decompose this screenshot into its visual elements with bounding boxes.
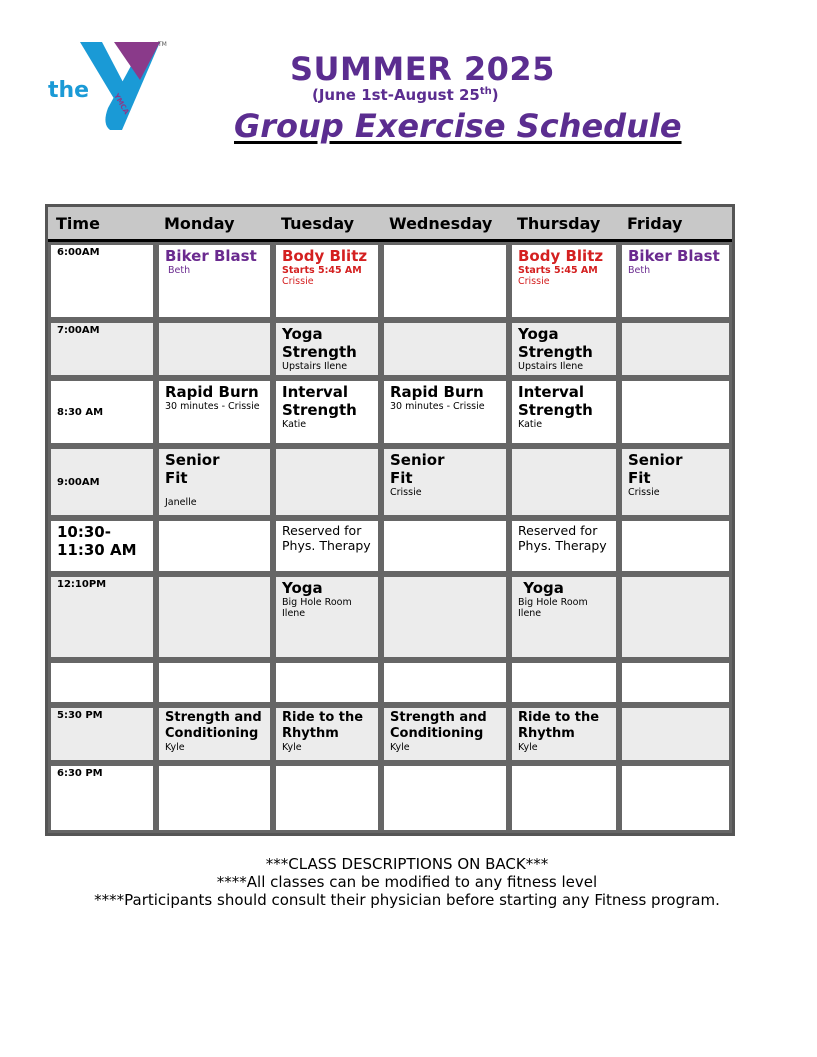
- class-name-line2: Strength: [518, 343, 593, 361]
- class-cell: [156, 242, 273, 320]
- date-range-suffix: th: [479, 86, 492, 97]
- class-cell: [273, 705, 381, 763]
- class-name: Rapid Burn: [165, 383, 259, 401]
- reserved-line2: Phys. Therapy: [518, 538, 607, 553]
- time-end: 11:30 AM: [57, 541, 137, 559]
- class-cell: [273, 320, 381, 378]
- logo-the-text: the: [48, 78, 90, 103]
- class-name: Body Blitz: [282, 247, 368, 265]
- class-cell: [619, 660, 732, 705]
- class-cell: [619, 518, 732, 574]
- class-name-line2: Rhythm: [518, 726, 575, 741]
- class-cell: [156, 446, 273, 518]
- logo-ymca-text: YMCA: [112, 92, 131, 116]
- class-cell: [156, 378, 273, 446]
- class-name: Senior: [628, 451, 683, 469]
- time-cell: 9:00AM: [48, 446, 156, 518]
- class-cell: [156, 705, 273, 763]
- col-header-thursday: Thursday: [509, 207, 619, 242]
- date-range: [312, 86, 499, 104]
- class-cell: [509, 242, 619, 320]
- time-cell: 6:30 PM: [48, 763, 156, 833]
- class-name: Ride to the: [282, 710, 364, 725]
- col-header-monday: Monday: [156, 207, 273, 242]
- class-cell: [619, 705, 732, 763]
- reserved-line1: Reserved for: [518, 523, 598, 538]
- class-cell: [273, 660, 381, 705]
- class-cell: [273, 763, 381, 833]
- class-cell: [381, 705, 509, 763]
- class-cell: [381, 574, 509, 660]
- class-name: Strength and: [390, 710, 487, 725]
- time-start: 10:30-: [57, 523, 111, 541]
- instructor: Katie: [282, 419, 307, 430]
- class-name: Strength and: [165, 710, 262, 725]
- table-row: [48, 378, 732, 446]
- class-note: Starts 5:45 AM: [282, 265, 362, 276]
- time-cell: 12:10PM: [48, 574, 156, 660]
- instructor: Ilene: [518, 608, 542, 619]
- col-header-wednesday: Wednesday: [381, 207, 509, 242]
- time-cell: [48, 660, 156, 705]
- class-name-line2: Rhythm: [282, 726, 339, 741]
- class-name-line2: Fit: [165, 469, 188, 487]
- class-cell: [619, 378, 732, 446]
- class-cell: [381, 446, 509, 518]
- class-note: Big Hole Room: [518, 597, 588, 608]
- class-cell: [509, 378, 619, 446]
- class-name-line2: Conditioning: [165, 726, 259, 741]
- class-cell: [156, 660, 273, 705]
- instructor: Upstairs Ilene: [518, 361, 584, 372]
- class-cell: [381, 242, 509, 320]
- date-range-start: (June 1st-August 25: [312, 86, 480, 104]
- class-note: 30 minutes - Crissie: [165, 401, 260, 412]
- class-cell: [156, 574, 273, 660]
- class-cell: [273, 378, 381, 446]
- instructor: Kyle: [390, 742, 410, 753]
- time-cell: 5:30 PM: [48, 705, 156, 763]
- table-row: [48, 242, 732, 320]
- table-row: [48, 446, 732, 518]
- page-title: SUMMER 2025: [290, 50, 555, 88]
- instructor: Crissie: [628, 487, 660, 498]
- time-cell: [48, 518, 156, 574]
- class-name: Biker Blast: [628, 247, 720, 265]
- col-header-friday: Friday: [619, 207, 732, 242]
- class-cell: [381, 320, 509, 378]
- instructor: Katie: [518, 419, 543, 430]
- class-cell: [619, 242, 732, 320]
- col-header-tuesday: Tuesday: [273, 207, 381, 242]
- table-row: [48, 660, 732, 705]
- class-name-line2: Strength: [282, 401, 357, 419]
- class-cell: [381, 763, 509, 833]
- class-cell: [381, 660, 509, 705]
- schedule-table: [45, 204, 735, 836]
- class-cell: [619, 574, 732, 660]
- reserved-line1: Reserved for: [282, 523, 362, 538]
- class-note: Big Hole Room: [282, 597, 352, 608]
- instructor: Kyle: [282, 742, 302, 753]
- class-name-line2: Fit: [390, 469, 413, 487]
- instructor: Beth: [628, 265, 651, 276]
- class-name: Interval: [282, 383, 349, 401]
- class-name: Biker Blast: [165, 247, 257, 265]
- class-cell: [156, 518, 273, 574]
- class-cell: [273, 242, 381, 320]
- class-name: Rapid Burn: [390, 383, 484, 401]
- class-name: Interval: [518, 383, 585, 401]
- class-cell: [156, 763, 273, 833]
- class-cell: [273, 574, 381, 660]
- class-note: Starts 5:45 AM: [518, 265, 598, 276]
- time-cell: 7:00AM: [48, 320, 156, 378]
- class-note: 30 minutes - Crissie: [390, 401, 485, 412]
- instructor: Crissie: [518, 276, 550, 287]
- class-name: Senior: [165, 451, 220, 469]
- class-name: Yoga: [282, 579, 323, 597]
- class-name-line2: Conditioning: [390, 726, 484, 741]
- ymca-logo: [44, 38, 174, 134]
- instructor: Kyle: [165, 742, 185, 753]
- instructor: Crissie: [282, 276, 314, 287]
- class-cell: [273, 446, 381, 518]
- table-row: [48, 518, 732, 574]
- footer-line-modified: ****All classes can be modified to any fitness level: [216, 873, 598, 891]
- table-row: [48, 320, 732, 378]
- table-row: [48, 574, 732, 660]
- class-cell: [509, 320, 619, 378]
- instructor: Kyle: [518, 742, 538, 753]
- class-name: Body Blitz: [518, 247, 604, 265]
- footer-notes: [0, 855, 817, 909]
- instructor: Crissie: [390, 487, 422, 498]
- class-name-line2: Fit: [628, 469, 651, 487]
- reserved-line2: Phys. Therapy: [282, 538, 371, 553]
- class-cell: [509, 705, 619, 763]
- class-cell: [509, 446, 619, 518]
- class-name: Ride to the: [518, 710, 600, 725]
- table-row: [48, 763, 732, 833]
- class-name: Yoga: [282, 325, 323, 343]
- class-cell: [619, 320, 732, 378]
- instructor: Beth: [168, 265, 191, 276]
- page-subtitle: Group Exercise Schedule: [234, 107, 682, 145]
- instructor: Janelle: [165, 497, 197, 508]
- class-cell: [619, 446, 732, 518]
- date-range-close: ): [491, 86, 499, 104]
- class-cell: [381, 518, 509, 574]
- class-name-line2: Strength: [282, 343, 357, 361]
- col-header-time: Time: [48, 207, 156, 242]
- class-cell: [509, 574, 619, 660]
- class-name: Yoga: [518, 579, 564, 597]
- time-cell: 8:30 AM: [48, 378, 156, 446]
- schedule-header-row: [48, 207, 732, 242]
- class-name: Yoga: [518, 325, 559, 343]
- class-cell: [509, 518, 619, 574]
- footer-line-physician: ****Participants should consult their physician before starting any Fitness program.: [94, 891, 720, 909]
- table-row: [48, 705, 732, 763]
- class-cell: [509, 660, 619, 705]
- class-cell: [381, 378, 509, 446]
- class-cell: [156, 320, 273, 378]
- instructor: Upstairs Ilene: [282, 361, 348, 372]
- class-cell: [509, 763, 619, 833]
- time-cell: 6:00AM: [48, 242, 156, 320]
- class-cell: [273, 518, 381, 574]
- class-name-line2: Strength: [518, 401, 593, 419]
- class-name: Senior: [390, 451, 445, 469]
- spacer: [165, 487, 264, 497]
- footer-line-descriptions: ***CLASS DESCRIPTIONS ON BACK***: [265, 855, 549, 873]
- instructor: Ilene: [282, 608, 306, 619]
- class-cell: [619, 763, 732, 833]
- logo-trademark: TM: [158, 41, 167, 48]
